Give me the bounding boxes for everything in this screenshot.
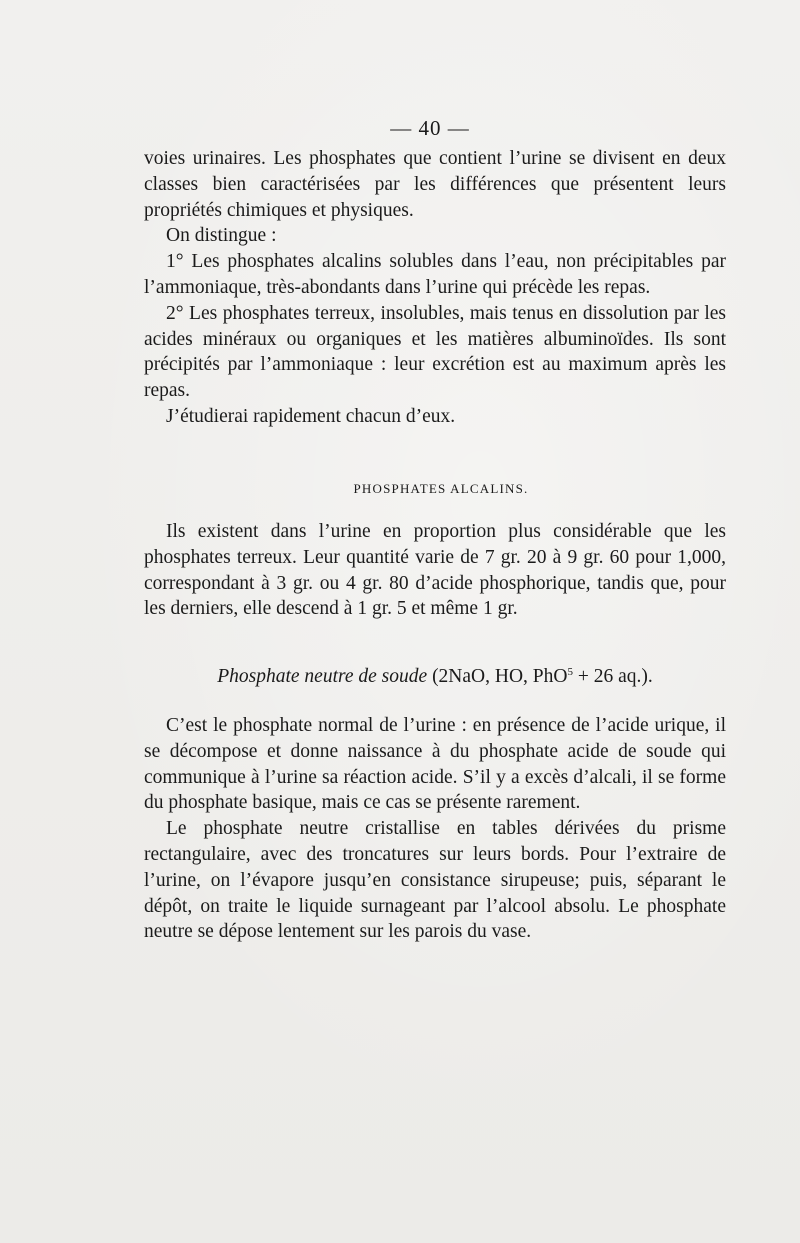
paragraph-phosphates-terreux-item: 2° Les phosphates terreux, insolubles, mais tenus en dissolution par les acides minéraux ou organiques et les matières albuminoïdes. Ils sont précipités par l’ammoniaque : leur excrétion est au maximum après les repas. — [144, 302, 726, 402]
formula-name: Phosphate neutre de soude — [217, 666, 428, 687]
body-text-bottom — [144, 713, 726, 945]
paragraph-alcalins: Ils existent dans l’urine en proportion plus considérable que les phosphates terreux. Leur quantité varie de 7 gr. 20 à 9 gr. 60 pour 1,000, correspondant à 3 gr. ou 4 gr. 80 d’acide phosphorique, tandis que, pour les derniers, elle descend à 1 gr. 5 et même 1 gr. — [144, 521, 726, 620]
section-heading-block — [144, 481, 726, 497]
formula-block — [144, 664, 726, 690]
formula-part1: (2NaO, HO, PhO — [432, 666, 568, 687]
paragraph-etudierai: J’étudierai rapidement chacun d’eux. — [166, 405, 456, 427]
page-number: — 40 — — [390, 116, 470, 140]
paragraph-phosphate-normal: C’est le phosphate normal de l’urine : en présence de l’acide urique, il se décompose et donne naissance à du phosphate acide de soude qui communique à l’urine sa réaction acide. S’il y a excès d’alcali, il se forme du phosphate basique, mais ce cas se présente rarement. — [144, 715, 726, 814]
formula-part2: + 26 aq.). — [572, 666, 653, 687]
body-text-alcalins — [144, 519, 726, 622]
paragraph-phosphate-cristallise: Le phosphate neutre cristallise en tables dérivées du prisme rectangulaire, avec des troncatures sur leurs bords. Pour l’extraire de l’urine, on l’évapore jusqu’en consistance sirupeuse; puis, séparant le dépôt, on traite le liquide surnageant par l’alcool absolu. Le phosphate neutre se dépose lentement sur les parois du vase. — [144, 818, 726, 943]
body-text-top — [144, 146, 726, 430]
paragraph-continuation: voies urinaires. Les phosphates que contient l’urine se divisent en deux classes bien caractérisées par les différences que présentent leurs propriétés chimiques et physiques. — [144, 148, 726, 221]
chemical-formula — [144, 664, 726, 690]
formula-superscript: 5 — [567, 666, 573, 678]
section-heading: PHOSPHATES ALCALINS. — [353, 481, 529, 496]
paragraph-on-distingue: On distingue : — [166, 225, 277, 247]
paragraph-phosphates-alcalins-item: 1° Les phosphates alcalins solubles dans l’eau, non précipitables par l’ammoniaque, très-abondants dans l’urine qui précède les repas. — [144, 251, 726, 298]
